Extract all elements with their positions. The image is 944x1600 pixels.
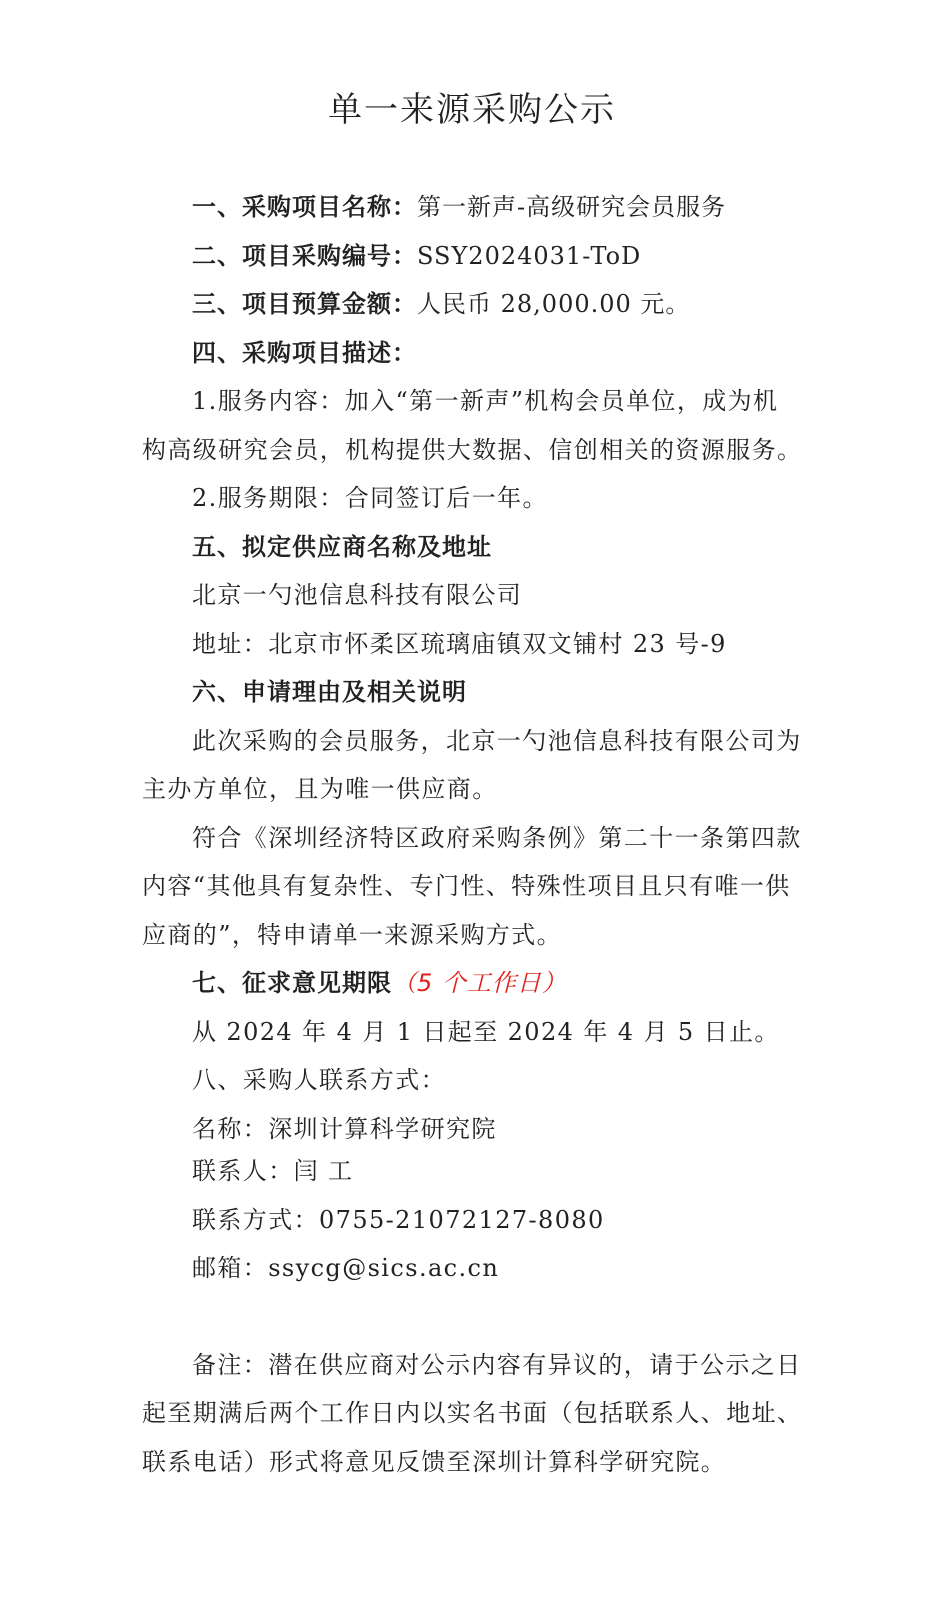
contact-name: 名称：深圳计算科学研究院 (192, 1115, 497, 1143)
description-service-line1: 1.服务内容：加入“第一新声”机构会员单位，成为机 (192, 387, 779, 415)
item-project-name-label: 一、采购项目名称： (192, 193, 417, 221)
item-budget (192, 288, 690, 320)
contact-person: 联系人：闫 工 (192, 1157, 354, 1185)
remark-line1: 备注：潜在供应商对公示内容有异议的，请于公示之日 (192, 1351, 802, 1379)
item-project-number-label: 二、项目采购编号： (192, 242, 417, 270)
contact-email: 邮箱：ssycg@sics.ac.cn (192, 1254, 500, 1282)
item-description-heading: 四、采购项目描述： (192, 339, 417, 367)
reason-p2-line2: 内容“其他具有复杂性、专门性、特殊性项目且只有唯一供 (142, 872, 791, 900)
reason-p2-line3: 应商的”，特申请单一来源采购方式。 (142, 921, 563, 949)
supplier-address: 地址：北京市怀柔区琉璃庙镇双文铺村 23 号-9 (192, 630, 727, 658)
supplier-name: 北京一勺池信息科技有限公司 (192, 581, 523, 609)
description-term: 2.服务期限：合同签订后一年。 (192, 484, 548, 512)
comment-period-note: （5 个工作日） (392, 969, 567, 997)
item-project-number-value: SSY2024031-ToD (417, 242, 642, 270)
reason-p2-line1: 符合《深圳经济特区政府采购条例》第二十一条第四款 (192, 824, 802, 852)
reason-p1-line2: 主办方单位，且为唯一供应商。 (142, 775, 498, 803)
contact-phone: 联系方式：0755-21072127-8080 (192, 1206, 605, 1234)
comment-period-range: 从 2024 年 4 月 1 日起至 2024 年 4 月 5 日止。 (192, 1018, 780, 1046)
item-project-name-value: 第一新声-高级研究会员服务 (417, 193, 727, 221)
contact-heading: 八、采购人联系方式： (192, 1066, 446, 1094)
description-service-line2: 构高级研究会员，机构提供大数据、信创相关的资源服务。 (142, 436, 803, 464)
reason-heading: 六、申请理由及相关说明 (192, 678, 467, 706)
item-project-number (192, 240, 641, 272)
item-project-name (192, 191, 726, 223)
item-budget-value: 人民币 28,000.00 元。 (417, 290, 691, 318)
remark-line2: 起至期满后两个工作日内以实名书面（包括联系人、地址、 (142, 1399, 803, 1427)
remark-line3: 联系电话）形式将意见反馈至深圳计算科学研究院。 (142, 1448, 727, 1476)
supplier-heading: 五、拟定供应商名称及地址 (192, 533, 492, 561)
reason-p1-line1: 此次采购的会员服务，北京一勺池信息科技有限公司为 (192, 727, 802, 755)
item-budget-label: 三、项目预算金额： (192, 290, 417, 318)
comment-period-heading (192, 967, 567, 999)
comment-period-heading-text: 七、征求意见期限 (192, 969, 392, 997)
page-title: 单一来源采购公示 (328, 90, 616, 130)
